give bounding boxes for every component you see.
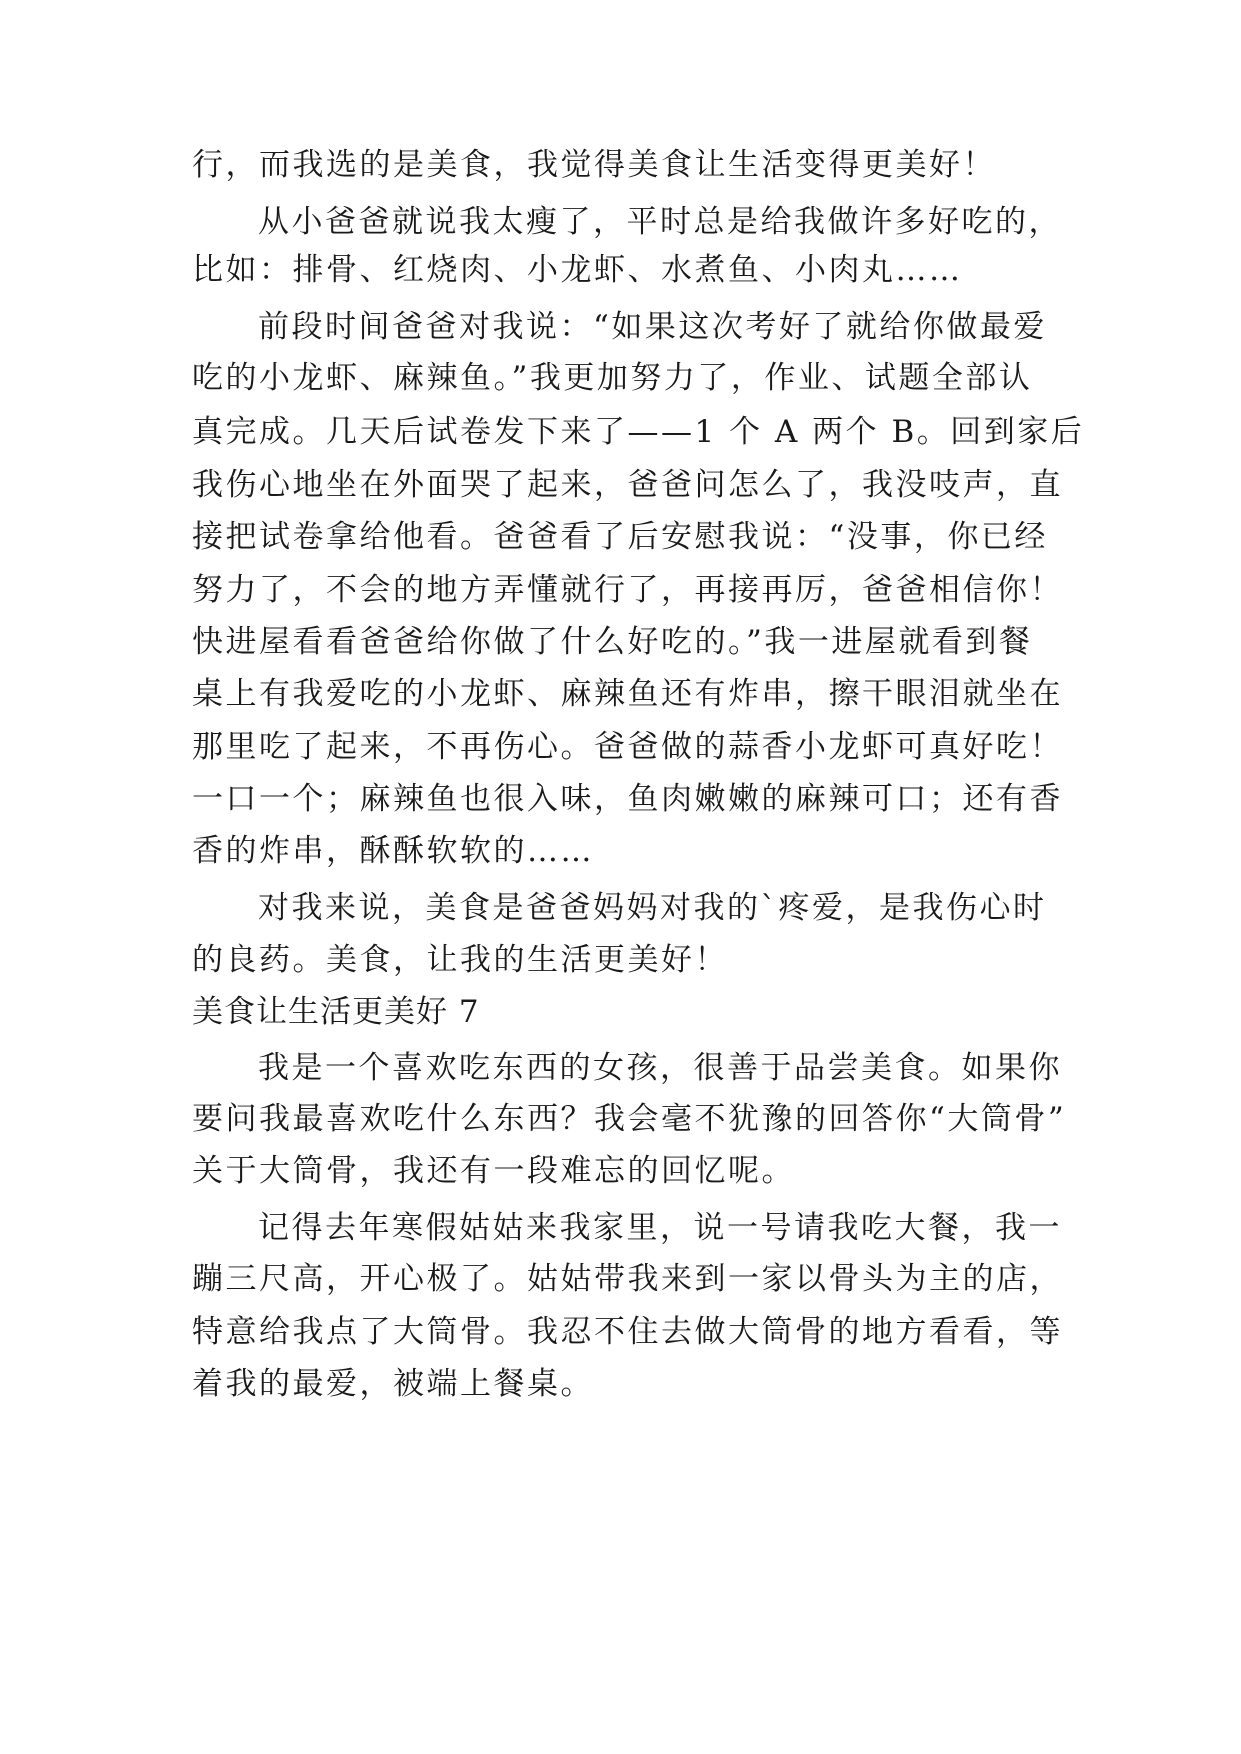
text-line: 行，而我选的是美食，我觉得美食让生活变得更美好！ (192, 147, 996, 183)
text-line: 快进屋看看爸爸给你做了什么好吃的。”我一进屋就看到餐 (192, 624, 1033, 660)
text-line: 努力了，不会的地方弄懂就行了，再接再厉，爸爸相信你！ (192, 572, 1063, 608)
text-line: 我伤心地坐在外面哭了起来，爸爸问怎么了，我没吱声，直 (192, 467, 1063, 503)
paragraph-start-line: 对我来说，美食是爸爸妈妈对我的`疼爱，是我伤心时 (258, 890, 1047, 926)
text-line: 香的炸串，酥酥软软的…… (192, 833, 594, 869)
paragraph-start-line: 前段时间爸爸对我说：“如果这次考好了就给你做最爱 (258, 309, 1047, 345)
text-line: 着我的最爱，被端上餐桌。 (192, 1366, 594, 1402)
text-line: 要问我最喜欢吃什么东西？我会毫不犹豫的回答你“大筒骨” (192, 1101, 1067, 1137)
text-line: 桌上有我爱吃的小龙虾、麻辣鱼还有炸串，擦干眼泪就坐在 (192, 676, 1063, 712)
text-line: 吃的小龙虾、麻辣鱼。”我更加努力了，作业、试题全部认 (192, 360, 1033, 396)
text-line: 特意给我点了大筒骨。我忍不住去做大筒骨的地方看看，等 (192, 1314, 1063, 1350)
paragraph-start-line: 记得去年寒假姑姑来我家里，说一号请我吃大餐，我一 (258, 1210, 1062, 1246)
text-line: 一口一个；麻辣鱼也很入味，鱼肉嫩嫩的麻辣可口；还有香 (192, 781, 1063, 817)
paragraph-start-line: 我是一个喜欢吃东西的女孩，很善于品尝美食。如果你 (258, 1050, 1062, 1086)
text-line: 接把试卷拿给他看。爸爸看了后安慰我说：“没事，你已经 (192, 519, 1048, 555)
text-line: 的良药。美食，让我的生活更美好！ (192, 942, 728, 978)
text-line: 真完成。几天后试卷发下来了——1 个 A 两个 B。回到家后 (192, 414, 1085, 450)
text-line: 那里吃了起来，不再伤心。爸爸做的蒜香小龙虾可真好吃！ (192, 729, 1063, 765)
text-line: 蹦三尺高，开心极了。姑姑带我来到一家以骨头为主的店， (192, 1261, 1063, 1297)
text-line: 比如：排骨、红烧肉、小龙虾、水煮鱼、小肉丸…… (192, 252, 963, 288)
text-line: 关于大筒骨，我还有一段难忘的回忆呢。 (192, 1153, 795, 1189)
paragraph-start-line: 从小爸爸就说我太瘦了，平时总是给我做许多好吃的， (258, 204, 1062, 240)
section-title: 美食让生活更美好 7 (192, 994, 480, 1030)
